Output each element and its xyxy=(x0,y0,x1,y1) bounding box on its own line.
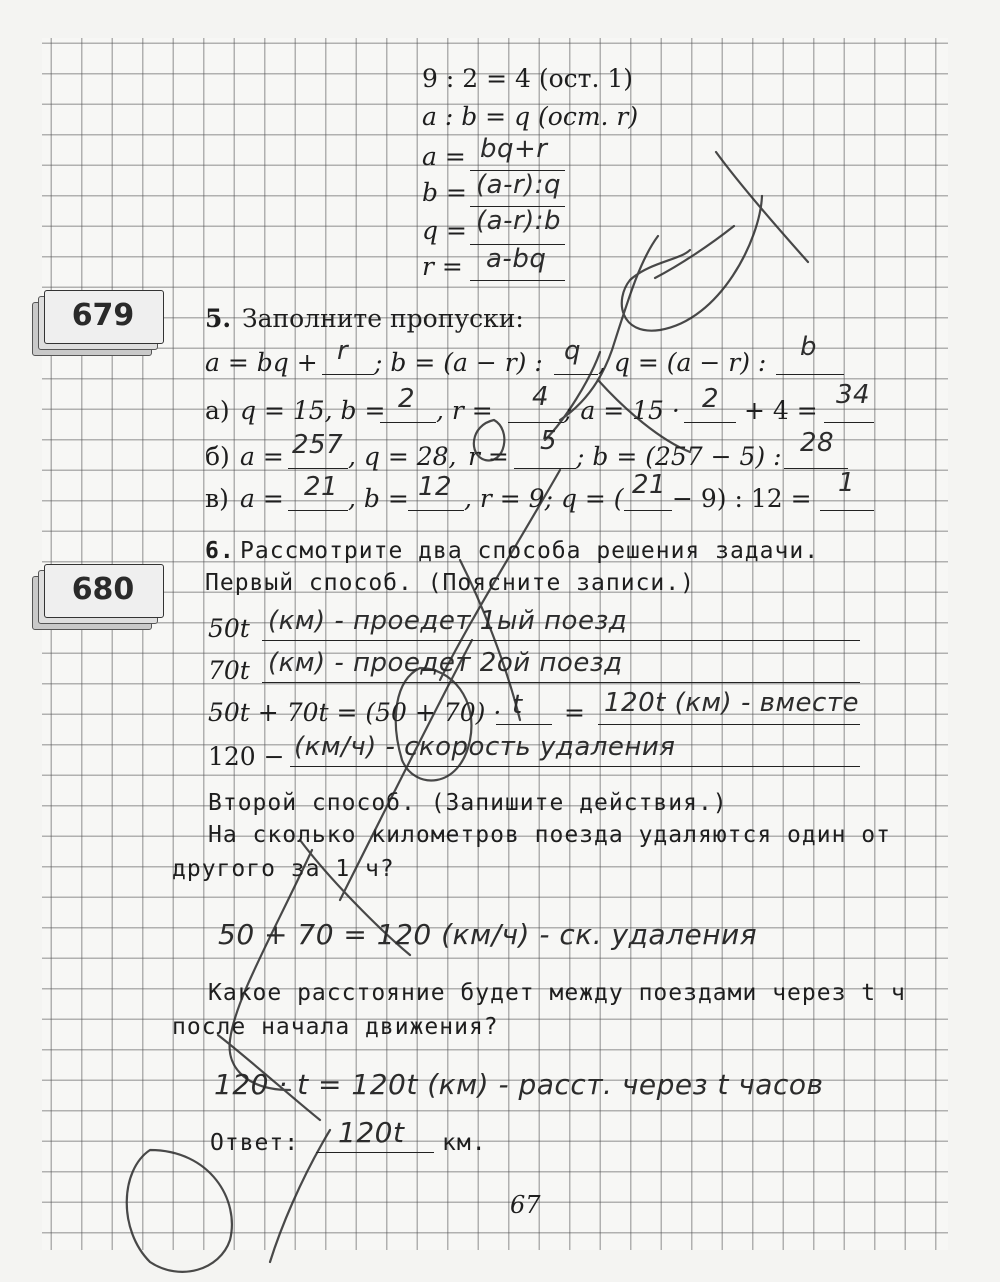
answer-label: Ответ: xyxy=(210,1130,300,1156)
task6-line1-ans: (км) - проедет 1ый поезд xyxy=(268,606,628,636)
task5-eq-a: a = bq + xyxy=(205,348,318,377)
formula-r-line xyxy=(470,280,565,281)
task5-row-a-r-ans: 4 xyxy=(532,382,550,412)
task6-number: 6. xyxy=(205,538,235,564)
task6-line4-ans: (км/ч) - скорость удаления xyxy=(294,732,676,762)
formula-q-value: (a-r):b xyxy=(476,206,562,236)
task5-row-c-b: , b = xyxy=(348,484,409,513)
task6-answer2: 120 · t = 120t (км) - расст. через t часов xyxy=(214,1068,824,1101)
task5-row-c-res-line xyxy=(820,510,874,511)
task5-row-a-r: , r = xyxy=(436,396,493,425)
task5-row-a-q: q = 15, b = xyxy=(240,396,386,425)
task5-eq-a-ans: r xyxy=(337,336,349,366)
task5-row-c-q-ans: 21 xyxy=(632,470,667,500)
task5-number: 5. xyxy=(205,304,232,333)
formula-r-label: r = xyxy=(422,252,463,281)
task6-line1-label: 50t xyxy=(208,614,250,643)
task-number-680: 680 xyxy=(71,572,135,607)
task5-eq-b-ans: q xyxy=(564,336,582,366)
top-margin xyxy=(0,0,1000,38)
task6-line3-mid-line xyxy=(496,724,552,725)
task5-row-c-rest: − 9) : 12 = xyxy=(672,484,812,513)
answer-unit: км. xyxy=(442,1130,487,1156)
task5-row-b-r-ans: 5 xyxy=(540,426,558,456)
answer-value: 120t xyxy=(338,1116,405,1149)
task6-answer1: 50 + 70 = 120 (км/ч) - ск. удаления xyxy=(218,918,758,951)
answer-underline xyxy=(316,1152,434,1153)
task5-row-a-mult-ans: 2 xyxy=(702,384,720,414)
task5-row-a-b-ans: 2 xyxy=(398,384,416,414)
formula-line-2: a : b = q (ост. r) xyxy=(422,102,639,131)
task5-row-a-a: ; a = 15 · xyxy=(564,396,680,425)
scribble-stroke-3 xyxy=(622,196,762,331)
bottom-margin xyxy=(0,1250,1000,1282)
formula-line-1: 9 : 2 = 4 (ост. 1) xyxy=(422,64,634,93)
task5-row-c-b-ans: 12 xyxy=(418,472,453,502)
scribble-stroke-13 xyxy=(230,850,312,1090)
task6-q1-line1: На сколько километров поезда удаляются один от xyxy=(208,822,891,848)
task5-row-a-b-line xyxy=(380,422,436,423)
task6-way2: Второй способ. (Запишите действия.) xyxy=(208,790,728,816)
task6-line2-ans: (км) - проедет 2ой поезд xyxy=(268,648,623,678)
task5-row-b-a-line xyxy=(288,468,348,469)
task5-row-a-res-line xyxy=(824,422,874,423)
task5-row-c-b-line xyxy=(408,510,464,511)
task5-row-b-a-ans: 257 xyxy=(292,430,344,460)
task6-line3-underline xyxy=(598,724,860,725)
task5-row-a-mult-line xyxy=(684,422,736,423)
formula-b-label: b = xyxy=(422,178,467,207)
task6-title: Рассмотрите два способа решения задачи. xyxy=(240,538,820,564)
formula-r-value: a-bq xyxy=(486,244,547,274)
task5-row-b-q: , q = 28, xyxy=(348,442,457,471)
task5-eq-a-line xyxy=(322,374,374,375)
task5-eq-q-line xyxy=(776,374,844,375)
task5-eq-q: , q = (a − r) : xyxy=(598,348,767,377)
task5-row-c-a-line xyxy=(288,510,348,511)
task6-line4-underline xyxy=(290,766,860,767)
scribble-stroke-1 xyxy=(716,152,808,262)
task5-row-c-res-ans: 1 xyxy=(838,468,856,498)
task-badge-679 xyxy=(32,290,164,354)
task5-row-b-res-ans: 28 xyxy=(800,428,835,458)
task5-row-c-label: в) xyxy=(205,484,229,513)
formula-a-value: bq+r xyxy=(480,134,548,164)
task-badge-680 xyxy=(32,564,164,628)
task5-row-a-plus: + 4 = xyxy=(744,396,818,425)
task6-line2-underline xyxy=(262,682,860,683)
task5-eq-b: ; b = (a − r) : xyxy=(374,348,543,377)
task5-row-a-r-line xyxy=(508,422,564,423)
task-number-679: 679 xyxy=(71,298,135,333)
scribble-stroke-2 xyxy=(655,226,734,278)
task5-row-b-b: ; b = (257 − 5) : xyxy=(576,442,782,471)
task5-row-b-label: б) xyxy=(205,442,230,471)
task5-eq-b-line xyxy=(554,374,598,375)
task6-q2-line1: Какое расстояние будет между поездами через t ч xyxy=(208,980,906,1006)
task6-line3-ans: 120t (км) - вместе xyxy=(604,688,859,718)
task5-row-c-a-ans: 21 xyxy=(304,472,339,502)
task5-row-b-a: a = xyxy=(240,442,284,471)
page-number: 67 xyxy=(510,1191,541,1219)
scribble-stroke-4 xyxy=(560,236,658,420)
left-margin xyxy=(0,0,42,1282)
right-margin xyxy=(948,0,1000,1282)
task6-line3-mid: t xyxy=(512,690,523,720)
task6-q2-line2: после начала движения? xyxy=(172,1014,499,1040)
task5-row-c-q-line xyxy=(624,510,672,511)
task5-row-b-r-line xyxy=(514,468,576,469)
task5-row-c-a: a = xyxy=(240,484,284,513)
task5-title: Заполните пропуски: xyxy=(242,304,524,333)
task6-way1: Первый способ. (Поясните записи.) xyxy=(205,570,695,596)
task6-line4-label: 120 − xyxy=(208,742,285,771)
task5-row-a-res-ans: 34 xyxy=(836,380,871,410)
task5-eq-q-ans: b xyxy=(800,332,818,362)
task6-line1-underline xyxy=(262,640,860,641)
task5-row-b-r: r = xyxy=(468,442,509,471)
formula-q-label: q = xyxy=(422,216,467,245)
formula-b-value: (a-r):q xyxy=(476,170,562,200)
formula-a-label: a = xyxy=(422,142,466,171)
task5-row-a-label: а) xyxy=(205,396,230,425)
task6-line3-eq: = xyxy=(564,698,585,727)
task6-line3-label: 50t + 70t = (50 + 70) · xyxy=(208,698,502,727)
task6-q1-line2: другого за 1 ч? xyxy=(172,856,395,882)
task6-line2-label: 70t xyxy=(208,656,250,685)
task5-row-c-r: , r = 9; q = ( xyxy=(464,484,624,513)
